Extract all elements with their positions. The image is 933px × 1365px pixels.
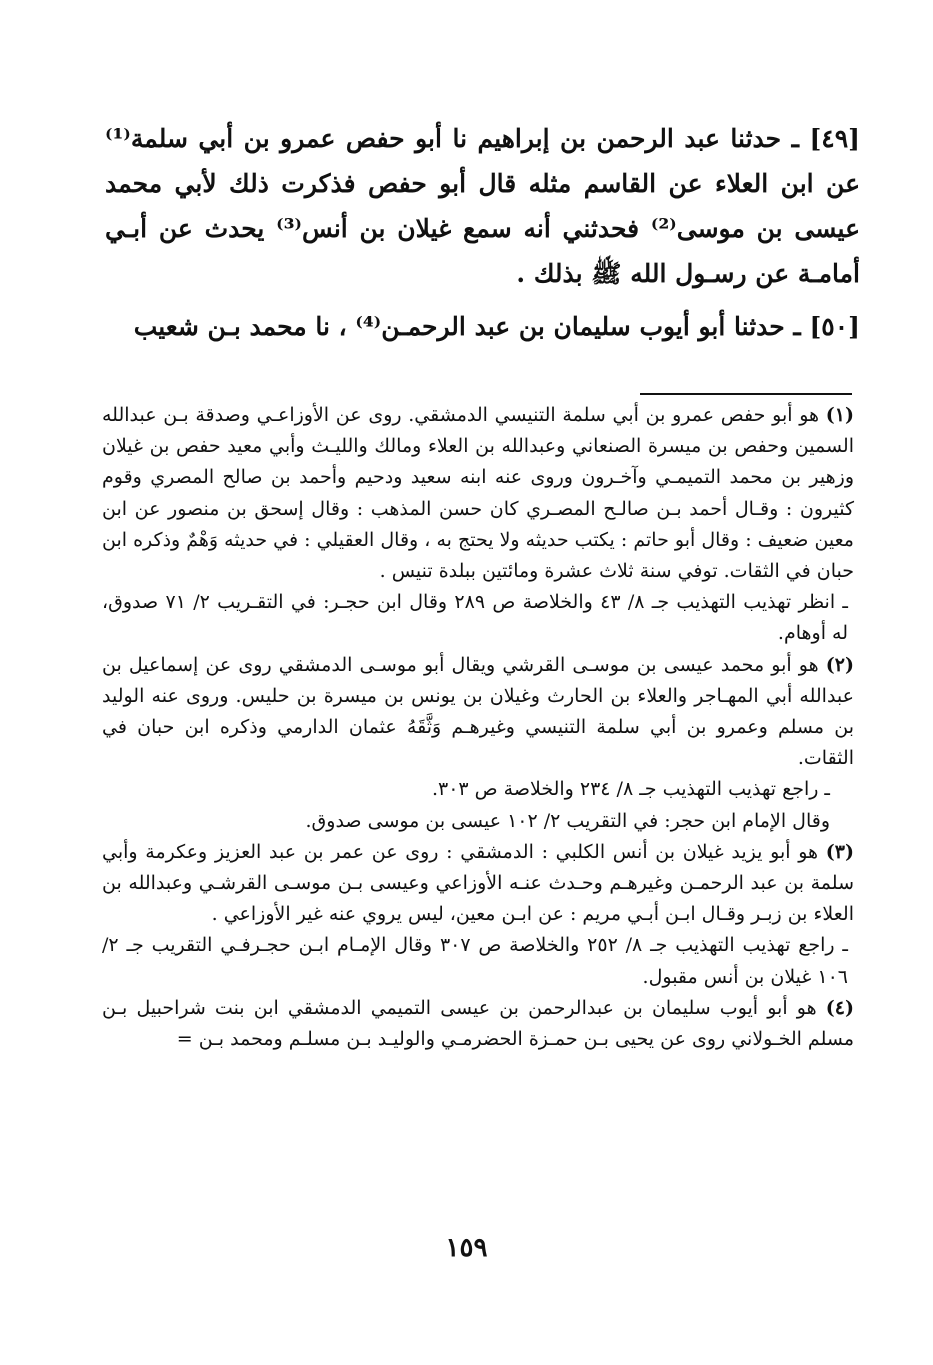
footnote-text: هو أبو يزيد غيلان بن أنس الكلبي : الدمشقي : روى عن عمر بن عبد العزيز وعكرمة وأبي سلمة بن عبد الرحمـن وغيرهـم وحـدث عنـه الأوزاعي وعيسى بـن موسـى القرشـي وعبدالله بن العلاء بن زبـر وقـال ابـن أبـي مريم : عن ابـن معين، ليس يروي عنه غير الأوزاعي . [102, 840, 854, 926]
footnote-2 [102, 650, 854, 775]
footnote-2-reference-2: وقال الإمام ابن حجر: في التقريب ٢/ ١٠٢ عيسى بن موسى صدوق. [305, 809, 830, 832]
footnote-text: هو أبو أيوب سليمان بن عبدالرحمن بن عيسى التميمي الدمشقي ابن بنت شراحبيل بـن مسلم الخـولاني روى عن يحيى بـن حمـزة الحضرمـي والوليـد بـن مسلـم ومحمد بـن = [102, 996, 854, 1051]
main-text [105, 116, 860, 349]
page-number: ١٥٩ [445, 1233, 488, 1263]
footnote-1 [102, 400, 854, 587]
footnotes [102, 400, 854, 1055]
footnote-text: هو أبو محمد عيسى بن موسـى القرشي ويقال أبو موسـى الدمشقي روى عن إسماعيل بن عبدالله أبي المهـاجر والعلاء بن الحارث وغيلان بن يونس بن ميسرة بن حليس. وروى عنه الوليد بن مسلم وعمرو بن أبي سلمة التنيسي وغيرهـم وَثَّقَهُ عثمان الدارمي وذكره ابن حبان في الثقات. [102, 653, 854, 770]
footnote-number: (٢) [825, 653, 855, 676]
hadith-49: [٤٩] ـ حدثنا عبد الرحمن بن إبراهيم نا أبو حفص عمرو بن أبي سلمة⁽¹⁾ عن ابن العلاء عن القاسم مثله قال أبو حفص فذكرت ذلك لأبي محمد عيسى بن موسى⁽²⁾ فحدثني أنه سمع غيلان بن أنس⁽³⁾ يحدث عن أبـي أمامـة عن رسـول الله ﷺ بذلك . [105, 124, 860, 288]
hadith-50: [٥٠] ـ حدثنا أبو أيوب سليمان بن عبد الرحمـن⁽⁴⁾ ، نا محمد بـن شعيب [133, 312, 860, 341]
footnote-3 [102, 837, 854, 931]
footnote-number: (١) [825, 404, 854, 426]
footnote-2-reference: ـ راجع تهذيب التهذيب جـ ٨/ ٢٣٤ والخلاصة ص ٣٠٣. [431, 778, 830, 801]
footnote-text: هو أبو حفص عمرو بن أبي سلمة التنيسي الدمشقي. روى عن الأوزاعـي وصدقة بـن عبدالله السمين وحفص بن ميسرة الصنعاني وعبدالله بن العلاء ومالك والليـث وأبي معيد حفص بن غيلان وزهير بن محمد التميمـي وآخـرون وروى عنه ابنه سعيد ودحيم وأحمد بن صالح المصري وقوم كثيرون : وقـال أحمد بـن صالـح المصـري كان حسن المذهب : وقال إسحق بن منصور عن ابن معين ضعيف : وقال أبو حاتم : يكتب حديثه ولا يحتج به ، وقال العقيلي : في حديثه وَهْمٌ وذكره ابن حبان في الثقات. توفي سنة ثلاث عشرة ومائتين ببلدة تنيس . [102, 404, 854, 583]
footnote-4 [102, 993, 854, 1055]
footnote-number: (٣) [825, 840, 854, 863]
footnote-separator [640, 393, 852, 395]
footnote-number: (٤) [825, 996, 854, 1019]
footnote-3-reference: ـ راجع تهذيب التهذيب جـ ٨/ ٢٥٢ والخلاصة ص ٣٠٧ وقال الإمـام ابـن حجـرفـي التقريب جـ ٢/ ١٠٦ غيلان بن أنس مقبول. [102, 934, 848, 988]
footnote-1-reference: ـ انظر تهذيب التهذيب جـ ٨/ ٤٣ والخلاصة ص ٢٨٩ وقال ابن حجـر: في التقـريب ٢/ ٧١ صدوق، له أوهام. [102, 591, 848, 645]
